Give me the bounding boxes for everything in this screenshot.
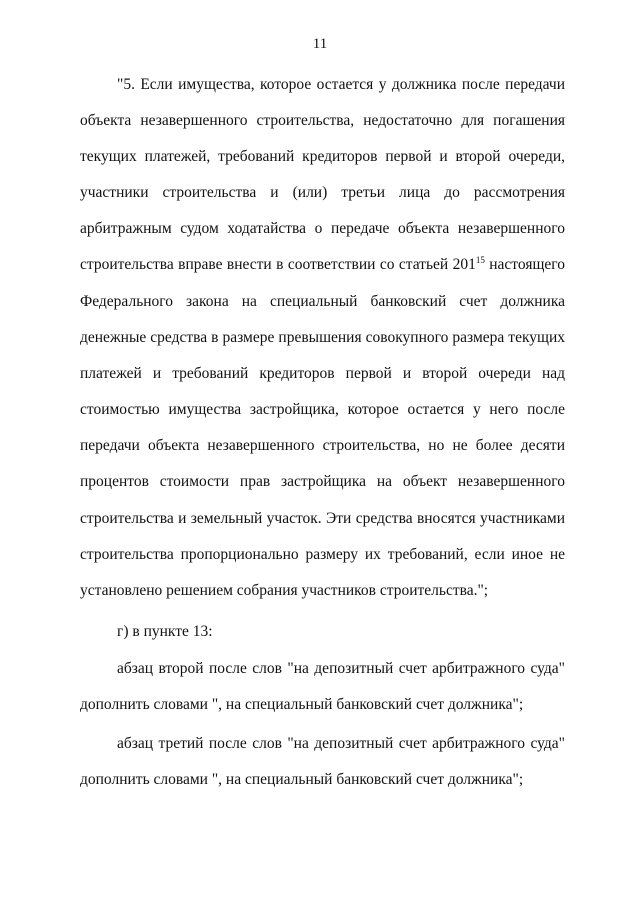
item-g-heading: г) в пункте 13: [117, 623, 213, 640]
paragraph-line: платежей и требований кредиторов первой и второй очереди над [80, 365, 565, 382]
paragraph-line: денежные средства в размере превышения совокупного размера текущих [80, 329, 565, 346]
page-number: 11 [312, 36, 328, 52]
paragraph-line: участники строительства и (или) третьи лица до рассмотрения [80, 184, 565, 201]
paragraph-line: стоимостью имущества застройщика, которое остается у него после [80, 401, 565, 418]
paragraph-line: арбитражным судом ходатайства о передаче объекта незавершенного [80, 220, 565, 237]
paragraph-line: абзац третий после слов "на депозитный счет арбитражного суда" [117, 735, 565, 752]
line-text-after: настоящего [484, 256, 565, 273]
paragraph-line: дополнить словами ", на специальный банковский счет должника"; [80, 696, 524, 713]
paragraph-line: дополнить словами ", на специальный банковский счет должника"; [80, 771, 524, 788]
paragraph-line: "5. Если имущества, которое остается у должника после передачи [117, 76, 565, 93]
paragraph-line: абзац второй после слов "на депозитный счет арбитражного суда" [117, 660, 565, 677]
paragraph-line: строительства и земельный участок. Эти средства вносятся участниками [80, 510, 565, 527]
paragraph-line: процентов стоимости прав застройщика на объект незавершенного [80, 473, 565, 490]
article-superscript: 15 [475, 254, 485, 265]
paragraph-line: объекта незавершенного строительства, недостаточно для погашения [80, 112, 565, 129]
paragraph-line-with-superscript [80, 255, 565, 275]
paragraph-line: Федерального закона на специальный банковский счет должника [80, 293, 565, 310]
paragraph-line: установлено решением собрания участников строительства."; [80, 582, 489, 599]
paragraph-line: строительства пропорционально размеру их требований, если иное не [80, 546, 565, 563]
paragraph-line: передачи объекта незавершенного строительства, но не более десяти [80, 437, 565, 454]
line-text-before: строительства вправе внести в соответствии со статьей 201 [80, 256, 476, 273]
paragraph-line: текущих платежей, требований кредиторов первой и второй очереди, [80, 148, 565, 165]
